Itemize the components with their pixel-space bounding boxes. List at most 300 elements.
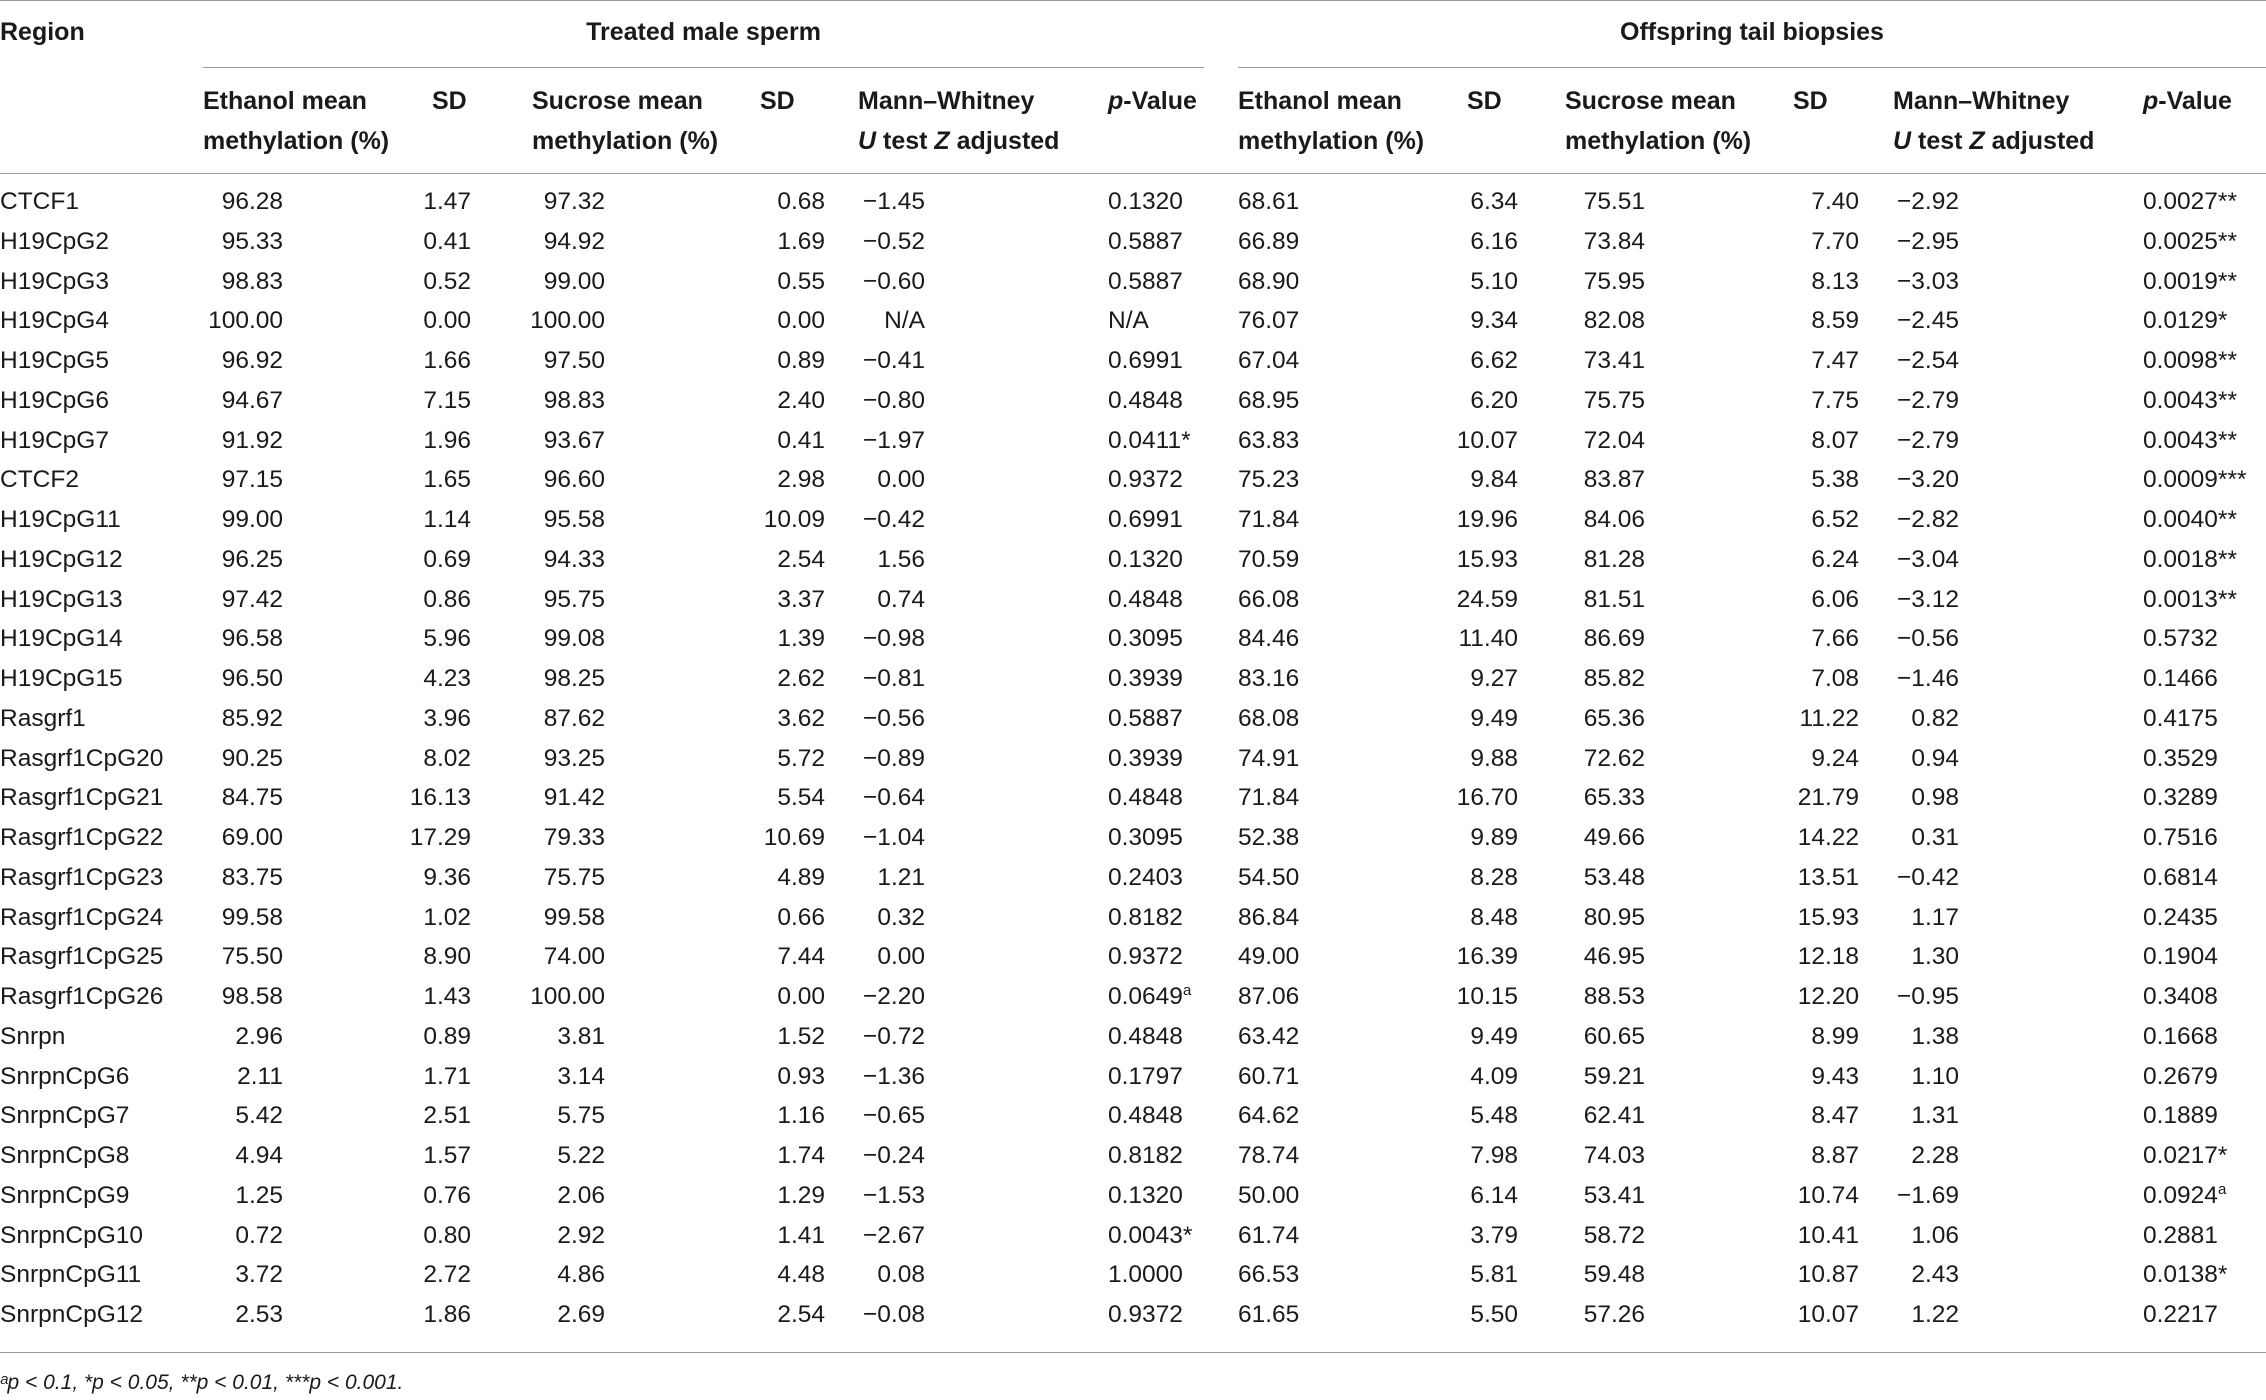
value-cell: 4.86 [557, 1261, 605, 1288]
value-cell: 2.96 [235, 1023, 283, 1050]
value-cell: −0.89 [863, 745, 925, 772]
value-cell: −2.79 [1897, 427, 1959, 454]
value-cell: 66.53 [1238, 1261, 1300, 1288]
value-cell: 5.10 [1470, 268, 1518, 295]
value-cell: 2.54 [777, 1301, 825, 1328]
value-cell: 1.39 [777, 625, 825, 652]
value-cell: 1.16 [777, 1102, 825, 1129]
value-cell: 9.27 [1470, 665, 1518, 692]
region-cell: CTCF1 [0, 188, 79, 215]
column-header-1-1: SD [1467, 87, 1502, 115]
value-cell: 63.83 [1238, 427, 1300, 454]
value-cell: 1.66 [423, 347, 471, 374]
value-cell: 0.2881 [2143, 1222, 2218, 1249]
value-cell: −0.41 [863, 347, 925, 374]
value-cell: 75.95 [1583, 268, 1645, 295]
value-cell: 2.28 [1911, 1142, 1959, 1169]
value-cell: 0.82 [1911, 705, 1959, 732]
value-cell: 50.00 [1238, 1182, 1300, 1209]
value-cell: 5.48 [1470, 1102, 1518, 1129]
value-cell: 74.03 [1583, 1142, 1645, 1169]
value-cell: 9.84 [1470, 466, 1518, 493]
value-cell: 0.0924$^a$ [2143, 1180, 2227, 1209]
value-cell: 97.42 [221, 586, 283, 613]
value-cell: 7.15 [423, 387, 471, 414]
value-cell: 0.0013** [2143, 586, 2238, 613]
value-cell: 6.62 [1470, 347, 1518, 374]
value-cell: 58.72 [1583, 1222, 1645, 1249]
top-rule [0, 0, 2266, 1]
value-cell: 99.58 [221, 904, 283, 931]
column-header-0-5: p-Value [1108, 87, 1197, 115]
value-cell: −2.54 [1897, 347, 1959, 374]
value-cell: 0.66 [777, 904, 825, 931]
value-cell: 98.25 [543, 665, 605, 692]
value-cell: 49.66 [1583, 824, 1645, 851]
value-cell: 99.00 [221, 506, 283, 533]
value-cell: 74.91 [1238, 745, 1300, 772]
region-cell: Rasgrf1 [0, 705, 86, 732]
value-cell: 10.69 [763, 824, 825, 851]
value-cell: −1.69 [1897, 1182, 1959, 1209]
value-cell: 100.00 [530, 307, 605, 334]
column-header-0-0: Ethanol mean [203, 87, 367, 115]
value-cell: 24.59 [1456, 586, 1518, 613]
value-cell: 96.25 [221, 546, 283, 573]
value-cell: −0.81 [863, 665, 925, 692]
value-cell: 1.41 [777, 1222, 825, 1249]
value-cell: 1.96 [423, 427, 471, 454]
value-cell: 10.09 [763, 506, 825, 533]
region-cell: H19CpG14 [0, 625, 123, 652]
value-cell: 17.29 [409, 824, 471, 851]
value-cell: 95.75 [543, 586, 605, 613]
value-cell: 4.09 [1470, 1063, 1518, 1090]
value-cell: N/A [1108, 307, 1149, 334]
value-cell: 0.0018** [2143, 546, 2238, 573]
value-cell: 2.54 [777, 546, 825, 573]
value-cell: 0.86 [423, 586, 471, 613]
value-cell: 0.3289 [2143, 784, 2218, 811]
region-cell: H19CpG3 [0, 268, 109, 295]
value-cell: 0.2679 [2143, 1063, 2218, 1090]
value-cell: 6.06 [1811, 586, 1859, 613]
value-cell: 0.69 [423, 546, 471, 573]
region-cell: Rasgrf1CpG23 [0, 864, 164, 891]
value-cell: −0.60 [863, 268, 925, 295]
value-cell: 10.74 [1797, 1182, 1859, 1209]
group-header-offspring: Offspring tail biopsies [1620, 18, 1884, 46]
value-cell: 86.84 [1238, 904, 1300, 931]
value-cell: 0.0043** [2143, 427, 2238, 454]
value-cell: 1.0000 [1108, 1261, 1183, 1288]
column-header-0-2-line2: methylation (%) [532, 127, 719, 155]
value-cell: 5.54 [777, 784, 825, 811]
value-cell: 0.41 [777, 427, 825, 454]
region-cell: Rasgrf1CpG20 [0, 745, 164, 772]
value-cell: −0.80 [863, 387, 925, 414]
region-cell: SnrpnCpG8 [0, 1142, 130, 1169]
value-cell: −2.67 [863, 1222, 925, 1249]
value-cell: 15.93 [1456, 546, 1518, 573]
value-cell: 0.6991 [1108, 506, 1183, 533]
value-cell: 0.55 [777, 268, 825, 295]
region-cell: CTCF2 [0, 466, 79, 493]
value-cell: 85.82 [1583, 665, 1645, 692]
value-cell: 10.07 [1797, 1301, 1859, 1328]
value-cell: 96.58 [221, 625, 283, 652]
value-cell: 11.22 [1799, 705, 1859, 732]
value-cell: 68.95 [1238, 387, 1300, 414]
value-cell: 1.38 [1911, 1023, 1959, 1050]
value-cell: 4.48 [777, 1261, 825, 1288]
value-cell: −3.04 [1897, 546, 1959, 573]
value-cell: 93.67 [543, 427, 605, 454]
value-cell: 1.65 [423, 466, 471, 493]
value-cell: 1.43 [423, 983, 471, 1010]
value-cell: 8.28 [1470, 864, 1518, 891]
value-cell: 52.38 [1238, 824, 1300, 851]
value-cell: 74.00 [543, 943, 605, 970]
column-header-0-2: Sucrose mean [532, 87, 703, 115]
value-cell: 72.04 [1583, 427, 1645, 454]
column-header-0-4-line2: U test Z adjusted [858, 127, 1060, 155]
value-cell: 83.16 [1238, 665, 1300, 692]
value-cell: 9.34 [1470, 307, 1518, 334]
value-cell: 1.71 [423, 1063, 471, 1090]
value-cell: 0.2217 [2143, 1301, 2218, 1328]
group-header-sperm: Treated male sperm [586, 18, 821, 46]
value-cell: 0.4848 [1108, 1023, 1183, 1050]
value-cell: 83.75 [221, 864, 283, 891]
value-cell: 98.58 [221, 983, 283, 1010]
value-cell: 0.00 [877, 943, 925, 970]
region-cell: SnrpnCpG10 [0, 1222, 144, 1249]
value-cell: 0.4848 [1108, 784, 1183, 811]
value-cell: 0.1904 [2143, 943, 2218, 970]
value-cell: −2.45 [1897, 307, 1959, 334]
value-cell: 8.87 [1811, 1142, 1859, 1169]
value-cell: −1.53 [863, 1182, 925, 1209]
value-cell: 75.75 [543, 864, 605, 891]
value-cell: 0.00 [777, 307, 825, 334]
value-cell: −1.45 [863, 188, 925, 215]
value-cell: 5.22 [557, 1142, 605, 1169]
value-cell: 7.70 [1811, 228, 1859, 255]
value-cell: 5.75 [557, 1102, 605, 1129]
value-cell: 80.95 [1583, 904, 1645, 931]
value-cell: 63.42 [1238, 1023, 1300, 1050]
value-cell: 5.38 [1811, 466, 1859, 493]
value-cell: 88.53 [1583, 983, 1645, 1010]
value-cell: 0.41 [423, 228, 471, 255]
value-cell: −1.97 [863, 427, 925, 454]
value-cell: 1.14 [423, 506, 471, 533]
column-header-1-4-line2: U test Z adjusted [1893, 127, 2095, 155]
value-cell: 7.66 [1811, 625, 1859, 652]
value-cell: 0.0019** [2143, 268, 2238, 295]
value-cell: 6.20 [1470, 387, 1518, 414]
value-cell: 0.0129* [2143, 307, 2228, 334]
value-cell: 81.51 [1583, 586, 1645, 613]
value-cell: 7.44 [777, 943, 825, 970]
value-cell: 98.83 [221, 268, 283, 295]
value-cell: 9.36 [423, 864, 471, 891]
value-cell: −0.56 [863, 705, 925, 732]
value-cell: 79.33 [543, 824, 605, 851]
value-cell: 0.0138* [2143, 1261, 2228, 1288]
value-cell: 6.24 [1811, 546, 1859, 573]
value-cell: 5.42 [235, 1102, 283, 1129]
value-cell: 1.69 [777, 228, 825, 255]
value-cell: 87.06 [1238, 983, 1300, 1010]
value-cell: N/A [884, 307, 925, 334]
column-header-0-0-line2: methylation (%) [203, 127, 390, 155]
value-cell: 0.0043** [2143, 387, 2238, 414]
value-cell: −0.72 [863, 1023, 925, 1050]
value-cell: 6.52 [1811, 506, 1859, 533]
value-cell: 9.89 [1470, 824, 1518, 851]
value-cell: −2.20 [863, 983, 925, 1010]
value-cell: −0.42 [863, 506, 925, 533]
value-cell: 0.3095 [1108, 625, 1183, 652]
value-cell: −0.98 [863, 625, 925, 652]
value-cell: 0.0649$^a$ [1108, 981, 1192, 1010]
value-cell: 0.0009*** [2143, 466, 2247, 493]
value-cell: 60.65 [1583, 1023, 1645, 1050]
value-cell: 12.20 [1797, 983, 1859, 1010]
value-cell: 15.93 [1797, 904, 1859, 931]
value-cell: 2.11 [237, 1063, 283, 1090]
value-cell: 0.3939 [1108, 745, 1183, 772]
value-cell: 57.26 [1583, 1301, 1645, 1328]
value-cell: 16.13 [409, 784, 471, 811]
value-cell: −1.46 [1897, 665, 1959, 692]
value-cell: 0.00 [423, 307, 471, 334]
value-cell: 7.98 [1470, 1142, 1518, 1169]
value-cell: 8.02 [423, 745, 471, 772]
region-cell: Rasgrf1CpG24 [0, 904, 164, 931]
value-cell: 65.36 [1583, 705, 1645, 732]
value-cell: 16.70 [1456, 784, 1518, 811]
value-cell: 100.00 [208, 307, 283, 334]
value-cell: 1.06 [1911, 1222, 1959, 1249]
value-cell: 8.90 [423, 943, 471, 970]
value-cell: 91.42 [543, 784, 605, 811]
value-cell: 99.00 [543, 268, 605, 295]
value-cell: 1.10 [1911, 1063, 1959, 1090]
value-cell: −0.64 [863, 784, 925, 811]
value-cell: 68.08 [1238, 705, 1300, 732]
value-cell: 0.74 [877, 586, 925, 613]
column-header-1-0: Ethanol mean [1238, 87, 1402, 115]
value-cell: 0.00 [777, 983, 825, 1010]
column-header-1-2: Sucrose mean [1565, 87, 1736, 115]
value-cell: 49.00 [1238, 943, 1300, 970]
value-cell: 53.41 [1583, 1182, 1645, 1209]
region-cell: Rasgrf1CpG25 [0, 943, 164, 970]
table-bottom-rule [0, 1352, 2266, 1353]
value-cell: 10.41 [1797, 1222, 1859, 1249]
value-cell: 87.62 [543, 705, 605, 732]
value-cell: 0.8182 [1108, 1142, 1183, 1169]
value-cell: 2.06 [557, 1182, 605, 1209]
value-cell: 1.47 [423, 188, 471, 215]
value-cell: 66.89 [1238, 228, 1300, 255]
value-cell: 2.53 [235, 1301, 283, 1328]
value-cell: 73.41 [1583, 347, 1645, 374]
value-cell: 0.72 [235, 1222, 283, 1249]
value-cell: 0.32 [877, 904, 925, 931]
value-cell: 84.75 [221, 784, 283, 811]
region-cell: SnrpnCpG12 [0, 1301, 144, 1328]
value-cell: 68.61 [1238, 188, 1300, 215]
value-cell: 3.81 [557, 1023, 605, 1050]
value-cell: 95.33 [221, 228, 283, 255]
value-cell: 0.6814 [2143, 864, 2218, 891]
value-cell: 61.65 [1238, 1301, 1300, 1328]
value-cell: 2.72 [423, 1261, 471, 1288]
value-cell: 0.0217* [2143, 1142, 2228, 1169]
region-cell: H19CpG2 [0, 228, 109, 255]
value-cell: 75.75 [1583, 387, 1645, 414]
value-cell: 0.94 [1911, 745, 1959, 772]
value-cell: 4.23 [423, 665, 471, 692]
value-cell: 90.25 [221, 745, 283, 772]
value-cell: −1.36 [863, 1063, 925, 1090]
region-cell: SnrpnCpG9 [0, 1182, 130, 1209]
value-cell: 1.30 [1911, 943, 1959, 970]
value-cell: 0.76 [423, 1182, 471, 1209]
value-cell: 4.89 [777, 864, 825, 891]
value-cell: 93.25 [543, 745, 605, 772]
value-cell: 0.1797 [1108, 1063, 1183, 1090]
value-cell: −0.95 [1897, 983, 1959, 1010]
value-cell: 1.29 [777, 1182, 825, 1209]
value-cell: 0.6991 [1108, 347, 1183, 374]
value-cell: 3.96 [423, 705, 471, 732]
value-cell: −2.92 [1897, 188, 1959, 215]
group-rule-offspring [1238, 67, 2266, 68]
value-cell: 91.92 [221, 427, 283, 454]
value-cell: 8.47 [1811, 1102, 1859, 1129]
region-header: Region [0, 18, 85, 46]
value-cell: 7.08 [1811, 665, 1859, 692]
value-cell: 0.89 [777, 347, 825, 374]
value-cell: 94.92 [543, 228, 605, 255]
value-cell: 53.48 [1583, 864, 1645, 891]
region-cell: H19CpG4 [0, 307, 109, 334]
value-cell: −2.95 [1897, 228, 1959, 255]
value-cell: 3.62 [777, 705, 825, 732]
value-cell: 0.1320 [1108, 546, 1183, 573]
value-cell: 94.33 [543, 546, 605, 573]
value-cell: −3.03 [1897, 268, 1959, 295]
value-cell: −2.79 [1897, 387, 1959, 414]
value-cell: 83.87 [1583, 466, 1645, 493]
value-cell: 3.37 [777, 586, 825, 613]
value-cell: 3.79 [1470, 1222, 1518, 1249]
value-cell: 81.28 [1583, 546, 1645, 573]
value-cell: 0.0040** [2143, 506, 2238, 533]
value-cell: 0.5887 [1108, 228, 1183, 255]
region-cell: H19CpG12 [0, 546, 123, 573]
value-cell: 0.00 [877, 466, 925, 493]
value-cell: 2.62 [777, 665, 825, 692]
value-cell: 0.4848 [1108, 1102, 1183, 1129]
value-cell: 8.59 [1811, 307, 1859, 334]
value-cell: 2.51 [423, 1102, 471, 1129]
value-cell: 6.16 [1470, 228, 1518, 255]
value-cell: 9.49 [1470, 705, 1518, 732]
value-cell: 1.17 [1911, 904, 1959, 931]
region-cell: H19CpG7 [0, 427, 109, 454]
header-bottom-rule [0, 173, 2266, 174]
value-cell: −0.24 [863, 1142, 925, 1169]
table-footnote: ᵃp < 0.1, *p < 0.05, **p < 0.01, ***p < 0.001. [0, 1371, 404, 1394]
value-cell: 0.5887 [1108, 268, 1183, 295]
region-cell: H19CpG11 [0, 506, 121, 533]
value-cell: 64.62 [1238, 1102, 1300, 1129]
region-cell: Rasgrf1CpG22 [0, 824, 164, 851]
value-cell: 0.93 [777, 1063, 825, 1090]
column-header-0-1: SD [432, 87, 467, 115]
value-cell: 0.3529 [2143, 745, 2218, 772]
value-cell: 0.0025** [2143, 228, 2238, 255]
value-cell: 67.04 [1238, 347, 1300, 374]
region-cell: H19CpG5 [0, 347, 109, 374]
value-cell: 66.08 [1238, 586, 1300, 613]
value-cell: 7.75 [1811, 387, 1859, 414]
value-cell: 13.51 [1797, 864, 1859, 891]
region-cell: H19CpG6 [0, 387, 109, 414]
value-cell: 0.1889 [2143, 1102, 2218, 1129]
value-cell: 70.59 [1238, 546, 1300, 573]
value-cell: 10.07 [1456, 427, 1518, 454]
value-cell: 8.99 [1811, 1023, 1859, 1050]
value-cell: 6.14 [1470, 1182, 1518, 1209]
value-cell: 0.9372 [1108, 1301, 1183, 1328]
value-cell: 7.40 [1811, 188, 1859, 215]
value-cell: 46.95 [1583, 943, 1645, 970]
value-cell: 98.83 [543, 387, 605, 414]
value-cell: 19.96 [1456, 506, 1518, 533]
value-cell: 0.3939 [1108, 665, 1183, 692]
value-cell: 75.51 [1583, 188, 1645, 215]
value-cell: 71.84 [1238, 784, 1300, 811]
value-cell: 8.13 [1811, 268, 1859, 295]
value-cell: 97.50 [543, 347, 605, 374]
value-cell: 75.50 [221, 943, 283, 970]
value-cell: −0.08 [863, 1301, 925, 1328]
region-cell: SnrpnCpG11 [0, 1261, 142, 1288]
value-cell: 0.5887 [1108, 705, 1183, 732]
value-cell: 16.39 [1456, 943, 1518, 970]
value-cell: 2.92 [557, 1222, 605, 1249]
value-cell: 5.72 [777, 745, 825, 772]
value-cell: 8.48 [1470, 904, 1518, 931]
value-cell: 8.07 [1811, 427, 1859, 454]
region-cell: SnrpnCpG6 [0, 1063, 130, 1090]
region-cell: H19CpG15 [0, 665, 123, 692]
value-cell: 0.0098** [2143, 347, 2238, 374]
value-cell: 0.9372 [1108, 466, 1183, 493]
value-cell: 0.4175 [2143, 705, 2218, 732]
value-cell: −3.20 [1897, 466, 1959, 493]
column-header-1-2-line2: methylation (%) [1565, 127, 1752, 155]
value-cell: −0.65 [863, 1102, 925, 1129]
value-cell: 0.5732 [2143, 625, 2218, 652]
